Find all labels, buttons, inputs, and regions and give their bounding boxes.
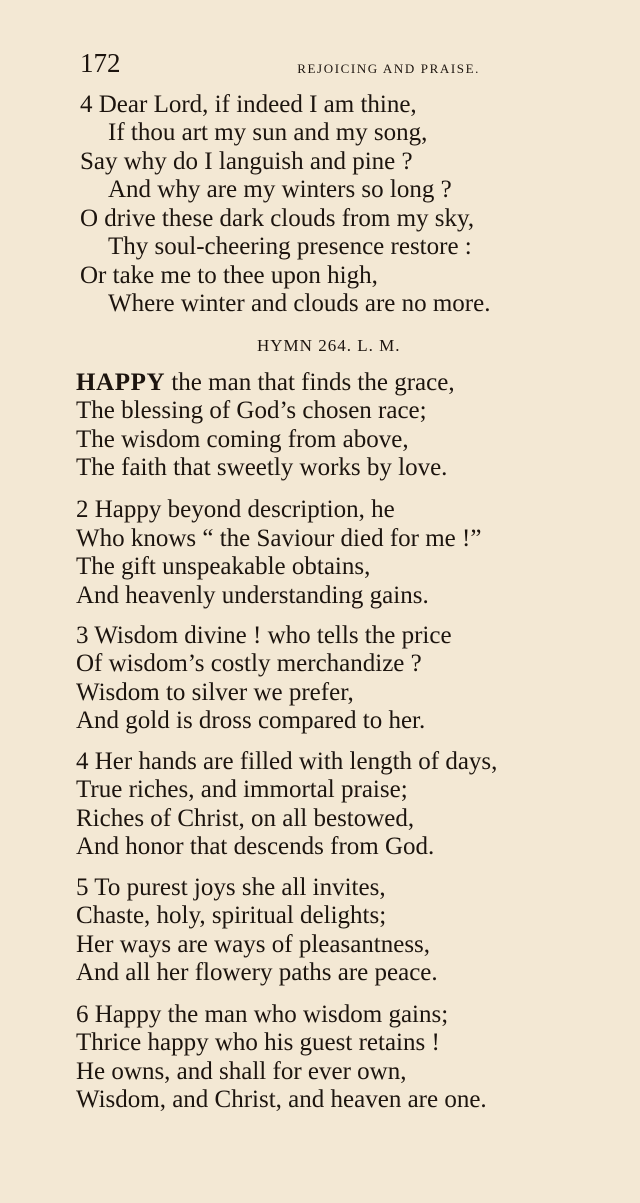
verse-line: Of wisdom’s costly merchandize ?: [76, 650, 422, 677]
verse-line: The wisdom coming from above,: [76, 426, 409, 453]
verse-line: O drive these dark clouds from my sky,: [80, 205, 475, 232]
first-word: HAPPY: [76, 369, 166, 396]
verse-line: And heavenly understanding gains.: [76, 582, 429, 609]
page-number: 172: [80, 48, 121, 78]
verse-line: And honor that descends from God.: [76, 833, 435, 860]
verse-line: Or take me to thee upon high,: [80, 262, 378, 289]
verse-line: Thy soul-cheering presence restore :: [108, 233, 472, 260]
verse-line: The gift unspeakable obtains,: [76, 553, 371, 580]
verse-line: Wisdom to silver we prefer,: [76, 679, 354, 706]
verse-line: 5 To purest joys she all invites,: [76, 874, 386, 901]
verse-line: Who knows “ the Saviour died for me !”: [76, 525, 482, 552]
verse-line: 6 Happy the man who wisdom gains;: [76, 1001, 449, 1028]
verse-line: Say why do I languish and pine ?: [80, 148, 413, 175]
verse-line: And all her flowery paths are peace.: [76, 959, 438, 986]
running-head: REJOICING AND PRAISE.: [297, 61, 480, 76]
verse-line: True riches, and immortal praise;: [76, 776, 408, 803]
page-header: [80, 48, 480, 82]
verse-line: 4 Dear Lord, if indeed I am thine,: [80, 91, 417, 118]
verse-line: Wisdom, and Christ, and heaven are one.: [76, 1086, 487, 1113]
verse-line: Her ways are ways of pleasantness,: [76, 931, 431, 958]
verse-line: Riches of Christ, on all bestowed,: [76, 805, 415, 832]
verse-line: 2 Happy beyond description, he: [76, 496, 395, 523]
hymn-heading: HYMN 264. L. M.: [257, 336, 401, 355]
verse-line: Thrice happy who his guest retains !: [76, 1029, 440, 1056]
verse-line: If thou art my sun and my song,: [108, 119, 428, 146]
verse-line: Chaste, holy, spiritual delights;: [76, 902, 387, 929]
verse-line: And why are my winters so long ?: [108, 176, 452, 203]
verse-line: 3 Wisdom divine ! who tells the price: [76, 622, 452, 649]
verse-line: Where winter and clouds are no more.: [108, 290, 491, 317]
verse-line: And gold is dross compared to her.: [76, 707, 426, 734]
verse-line: The blessing of God’s chosen race;: [76, 397, 427, 424]
verse-line: The faith that sweetly works by love.: [76, 454, 448, 481]
verse-line-first: [76, 369, 455, 397]
first-line-rest: the man that finds the grace,: [165, 369, 455, 396]
verse-line: He owns, and shall for ever own,: [76, 1058, 407, 1085]
verse-line: 4 Her hands are filled with length of days,: [76, 748, 498, 775]
